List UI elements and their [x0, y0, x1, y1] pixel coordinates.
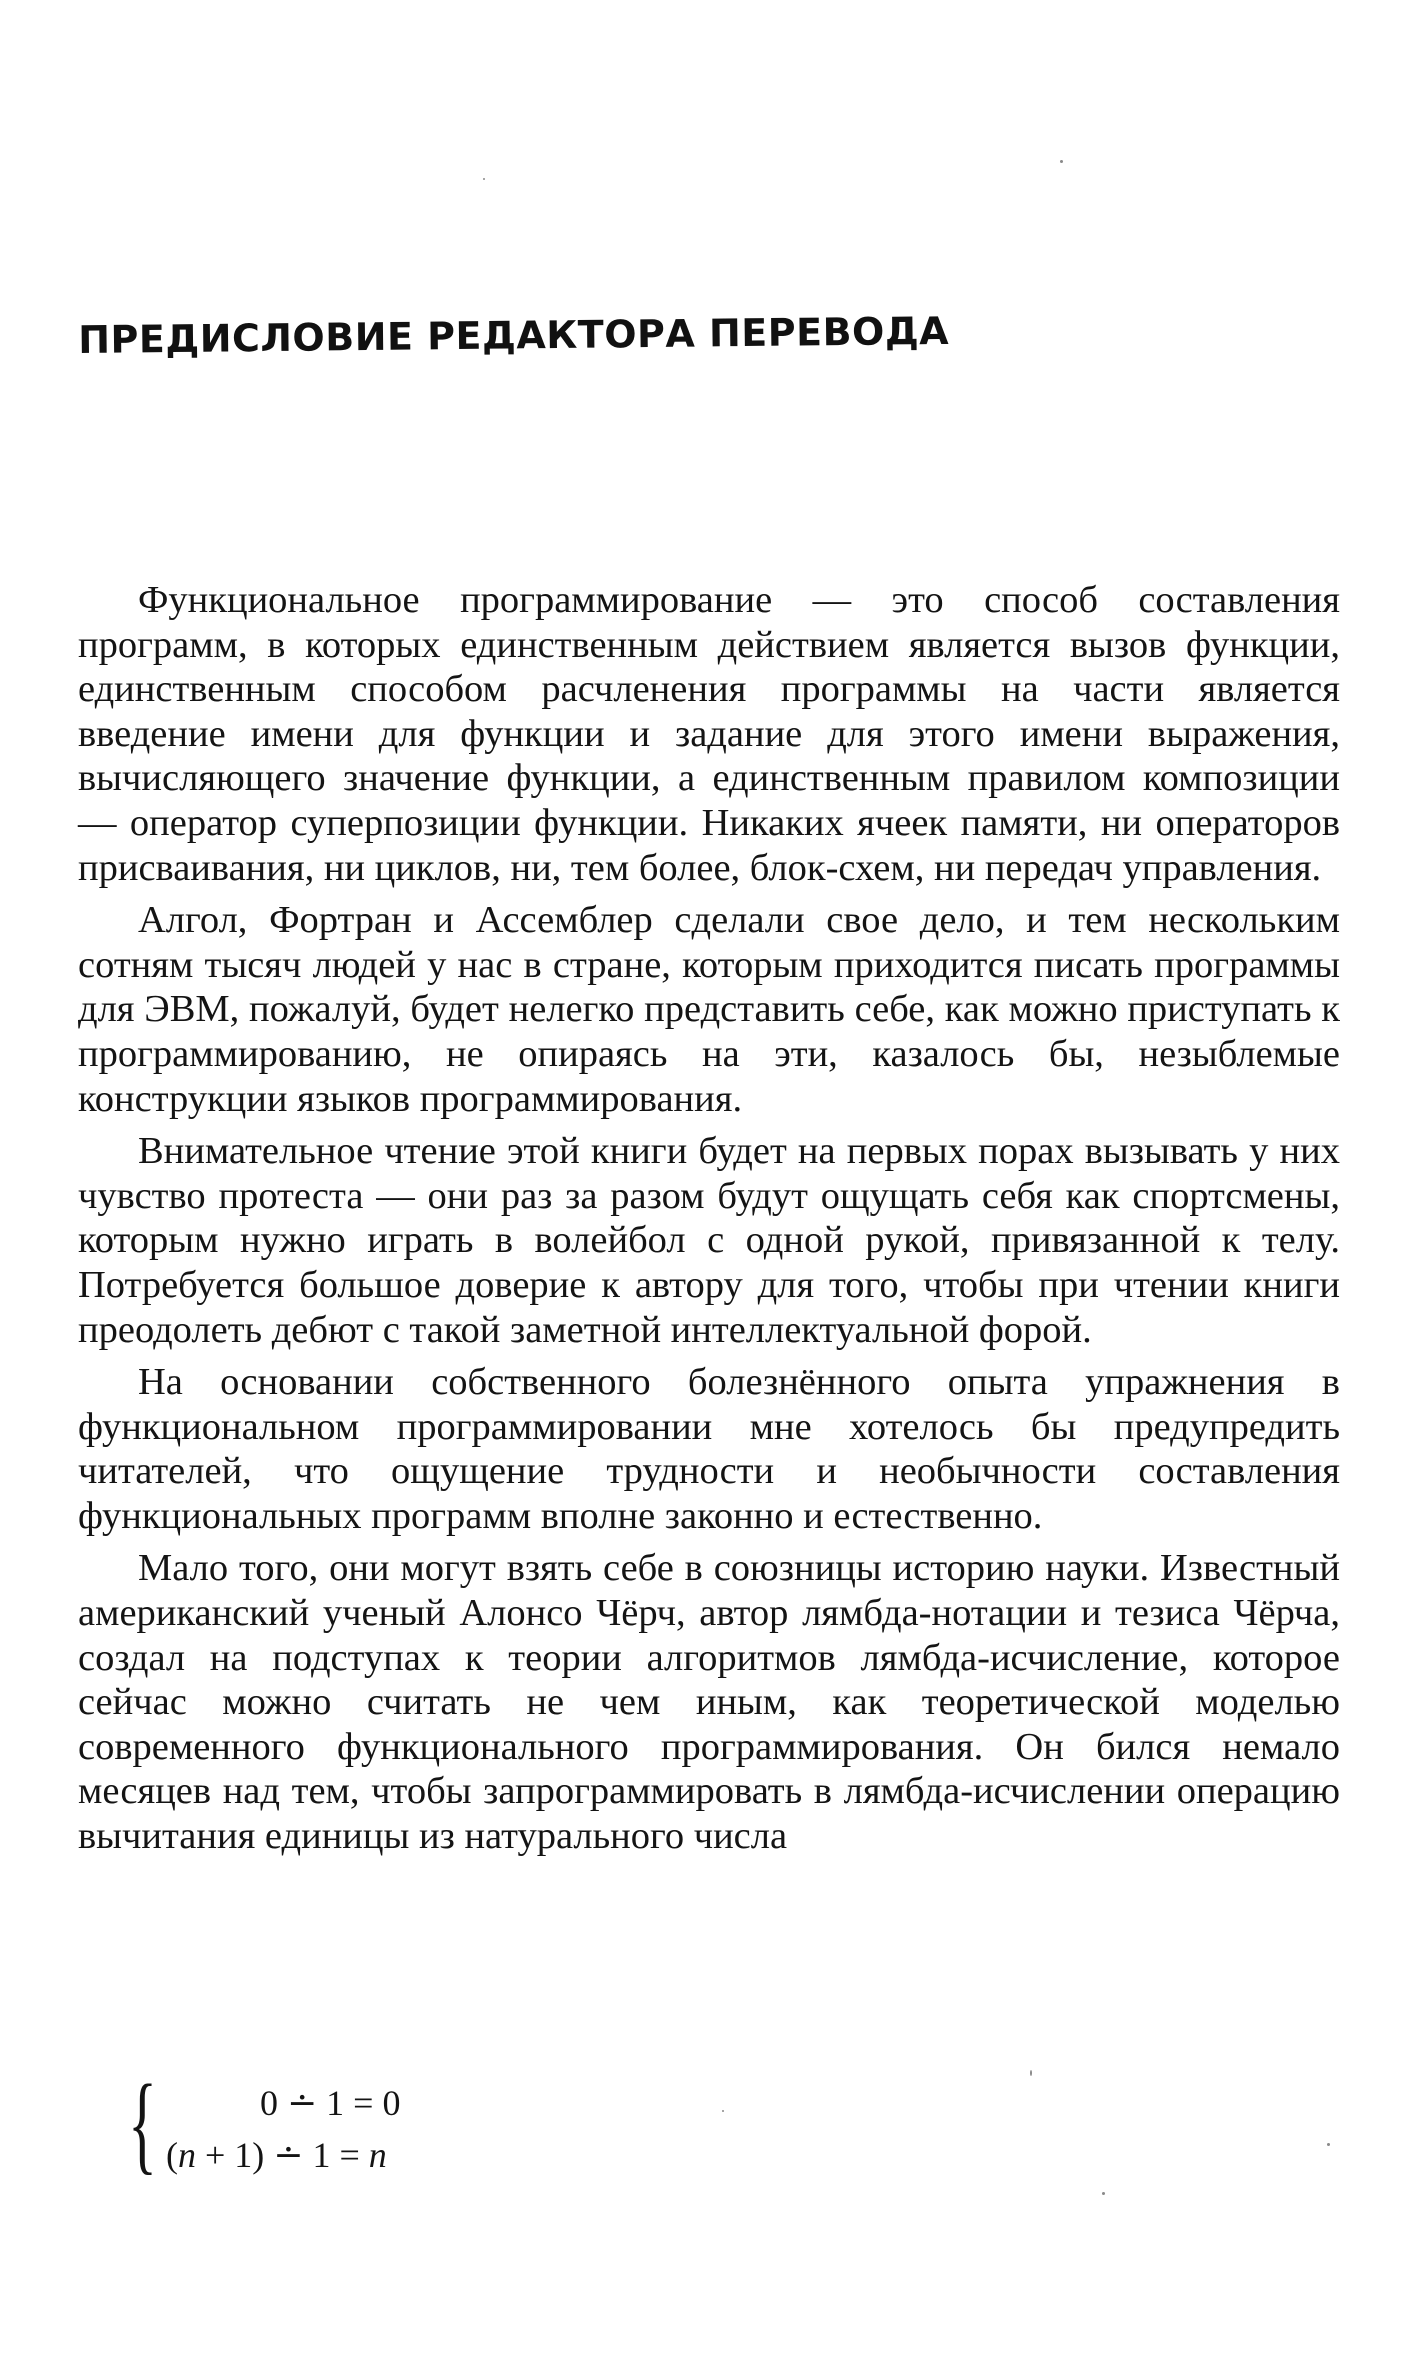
formula-var-n: n [178, 2135, 196, 2175]
scan-speck [1102, 2192, 1105, 2195]
formula-line-2-mid: + 1) ∸ 1 = [196, 2135, 369, 2175]
scan-speck [722, 2110, 724, 2112]
scan-speck [483, 178, 485, 180]
scan-speck [1327, 2143, 1330, 2146]
left-brace-icon: { [128, 2062, 158, 2184]
paragraph-3: Внимательное чтение этой книги будет на первых порах вызывать у них чувство протеста — они раз за разом будут ощущать себя как спортсмены, которым нужно играть в волейбол с одной рукой, привязанной к телу. Потребуется большое доверие к автору для того, чтобы при чтении книги преодолеть дебют с такой заметной интеллектуальной форой. [78, 1130, 1340, 1351]
paragraph-4: На основании собственного болезнённого опыта упражнения в функциональном программировании мне хотелось бы предупредить читателей, что ощущение трудности и необычности составления функциональных программ вполне законно и естественно. [78, 1361, 1340, 1537]
body-text [78, 578, 1340, 1859]
formula-line-1: 0 ∸ 1 = 0 [260, 2083, 401, 2123]
formula-result-n: n [368, 2135, 387, 2175]
paragraph-1: Функциональное программирование — это способ составления программ, в которых единственным действием является вызов функции, единственным способом расчленения программы на части является введение имени для функции и задание для этого имени выражения, вычисляющего значение функции, а единственным правилом композиции — оператор суперпозиции функции. Никаких ячеек памяти, ни операторов присваивания, ни циклов, ни, тем более, блок-схем, ни передач управления. [78, 579, 1340, 889]
formula-line-2-prefix: ( [166, 2135, 178, 2175]
paragraph-2: Алгол, Фортран и Ассемблер сделали свое дело, и тем нескольким сотням тысяч людей у нас в стране, которым приходится писать программы для ЭВМ, пожалуй, будет нелегко представить себе, как можно приступать к программированию, не опираясь на эти, казалось бы, незыблемые конструкции языков программирования. [78, 899, 1340, 1120]
scan-speck [1030, 2070, 1032, 2076]
scan-speck [1060, 160, 1063, 163]
chapter-heading: ПРЕДИСЛОВИЕ РЕДАКТОРА ПЕРЕВОДА [78, 308, 950, 362]
formula-line-2 [166, 2134, 387, 2176]
paragraph-5: Мало того, они могут взять себе в союзницы историю науки. Известный американский ученый Алонсо Чёрч, автор лямбда-нотации и тезиса Чёрча, создал на подступах к теории алгоритмов лямбда-исчисление, которое сейчас можно считать не чем иным, как теоретической моделью современного функционального программирования. Он бился немало месяцев над тем, чтобы запрограммировать в лямбда-исчислении операцию вычитания единицы из натурального числа [78, 1547, 1340, 1858]
